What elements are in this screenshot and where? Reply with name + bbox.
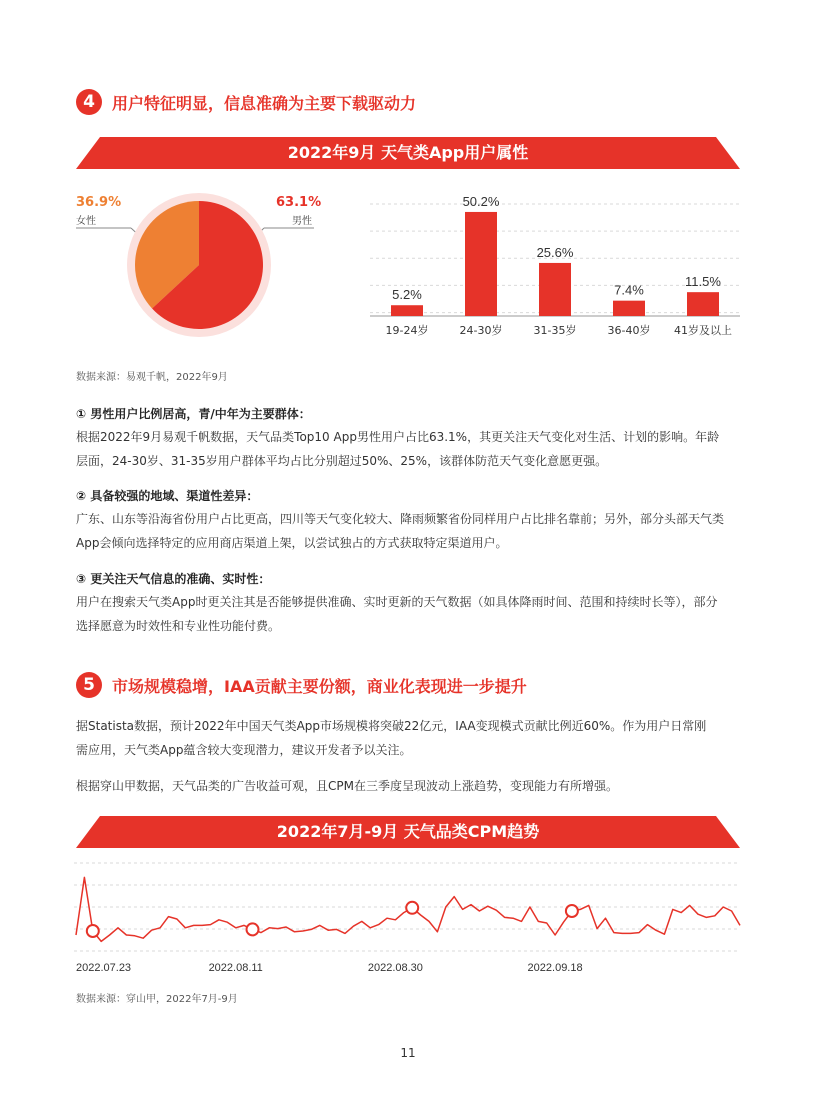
cpm-marker-4 (566, 905, 578, 917)
point-2-line-1: 广东、山东等沿海省份用户占比更高，四川等天气变化较大、降雨频繁省份同样用户占比排名靠前；另外，部分头部天气类 (76, 512, 725, 526)
cpm-marker-1 (87, 925, 99, 937)
page-number: 11 (400, 1046, 416, 1060)
bar-category-label-5: 41岁及以上 (674, 324, 732, 337)
section-5-para1-line-1: 据Statista数据，预计2022年中国天气类App市场规模将突破22亿元，IAA变现模式贡献比例近60%。作为用户日常刚 (76, 719, 707, 733)
cpm-line-chart (74, 855, 744, 980)
bar-value-label-5: 11.5% (685, 274, 721, 290)
x-tick-label-1: 2022.07.23 (76, 962, 132, 974)
x-tick-label-4: 2022.09.18 (527, 962, 583, 974)
point-3-text (76, 590, 748, 638)
source-note-1: 数据来源：易观千帆，2022年9月 (76, 372, 228, 383)
bar-value-label-2: 50.2% (462, 193, 500, 209)
female-label: 女性 (76, 216, 96, 227)
pie-slices (135, 201, 263, 329)
user-attributes-banner (76, 137, 740, 169)
line-x-ticks (76, 962, 583, 974)
point-1-line-2: 层面，24-30岁、31-35岁用户群体平均占比分别超过50%、25%，该群体防范天气变化意愿更强。 (76, 454, 608, 468)
bar-category-label-1: 19-24岁 (385, 324, 429, 337)
x-tick-label-2: 2022.08.11 (208, 962, 263, 974)
bar-category-label-3: 31-35岁 (533, 324, 577, 337)
bar-4 (613, 301, 645, 316)
user-attributes-banner-title: 2022年9月 天气类App用户属性 (287, 143, 529, 162)
section-5-para1-line-2: 需应用，天气类App蕴含较大变现潜力，建议开发者予以关注。 (76, 743, 412, 757)
cpm-trend-banner-title: 2022年7月-9月 天气品类CPM趋势 (276, 822, 540, 841)
point-3-heading: ③ 更关注天气信息的准确、实时性： (76, 572, 271, 586)
point-2-text (76, 507, 748, 555)
section-5-paragraph-2: 根据穿山甲数据，天气品类的广告收益可观，且CPM在三季度呈现波动上涨趋势，变现能力有所增强。 (76, 779, 618, 793)
source-note-2: 数据来源：穿山甲，2022年7月-9月 (76, 994, 238, 1005)
point-3-line-1: 用户在搜索天气类App时更关注其是否能够提供准确、实时更新的天气数据（如具体降雨时间、范围和持续时长等），部分 (76, 595, 718, 609)
point-1-line-1: 根据2022年9月易观千帆数据，天气品类Top10 App男性用户占比63.1%，其更关注天气变化对生活、计划的影响。年龄 (76, 430, 720, 444)
section-5-number: 5 (76, 672, 102, 698)
point-1-text (76, 425, 748, 473)
female-percent: 36.9% (76, 195, 122, 210)
point-1-heading: ① 男性用户比例居高，青/中年为主要群体： (76, 407, 311, 421)
bar-value-label-4: 7.4% (614, 282, 644, 298)
bar-3 (539, 263, 571, 316)
point-2-heading: ② 具备较强的地域、渠道性差异： (76, 489, 259, 503)
bar-category-label-2: 24-30岁 (459, 324, 503, 337)
section-5-paragraph-1 (76, 714, 748, 762)
section-4-number: 4 (76, 89, 102, 115)
bar-value-label-1: 5.2% (392, 287, 422, 303)
male-label: 男性 (292, 216, 312, 227)
age-bar-chart (370, 190, 740, 350)
bar-category-label-4: 36-40岁 (607, 324, 651, 337)
bar-5 (687, 292, 719, 316)
section-4-title: 用户特征明显，信息准确为主要下载驱动力 (112, 93, 417, 113)
line-marks (76, 877, 740, 941)
cpm-marker-3 (406, 902, 418, 914)
x-tick-label-3: 2022.08.30 (367, 962, 423, 974)
point-2-line-2: App会倾向选择特定的应用商店渠道上架，以尝试独占的方式获取特定渠道用户。 (76, 536, 508, 550)
gender-pie-chart (76, 180, 326, 350)
male-percent: 63.1% (276, 195, 322, 210)
section-4-header (76, 89, 416, 115)
cpm-trend-banner (76, 816, 740, 848)
section-5-header (76, 672, 527, 698)
section-5-title: 市场规模稳增，IAA贡献主要份额，商业化表现进一步提升 (112, 676, 527, 696)
point-3-line-2: 选择愿意为时效性和专业性功能付费。 (76, 619, 281, 633)
bar-2 (465, 212, 497, 316)
bar-1 (391, 305, 423, 316)
bar-value-label-3: 25.6% (536, 244, 574, 260)
cpm-marker-2 (247, 923, 259, 935)
